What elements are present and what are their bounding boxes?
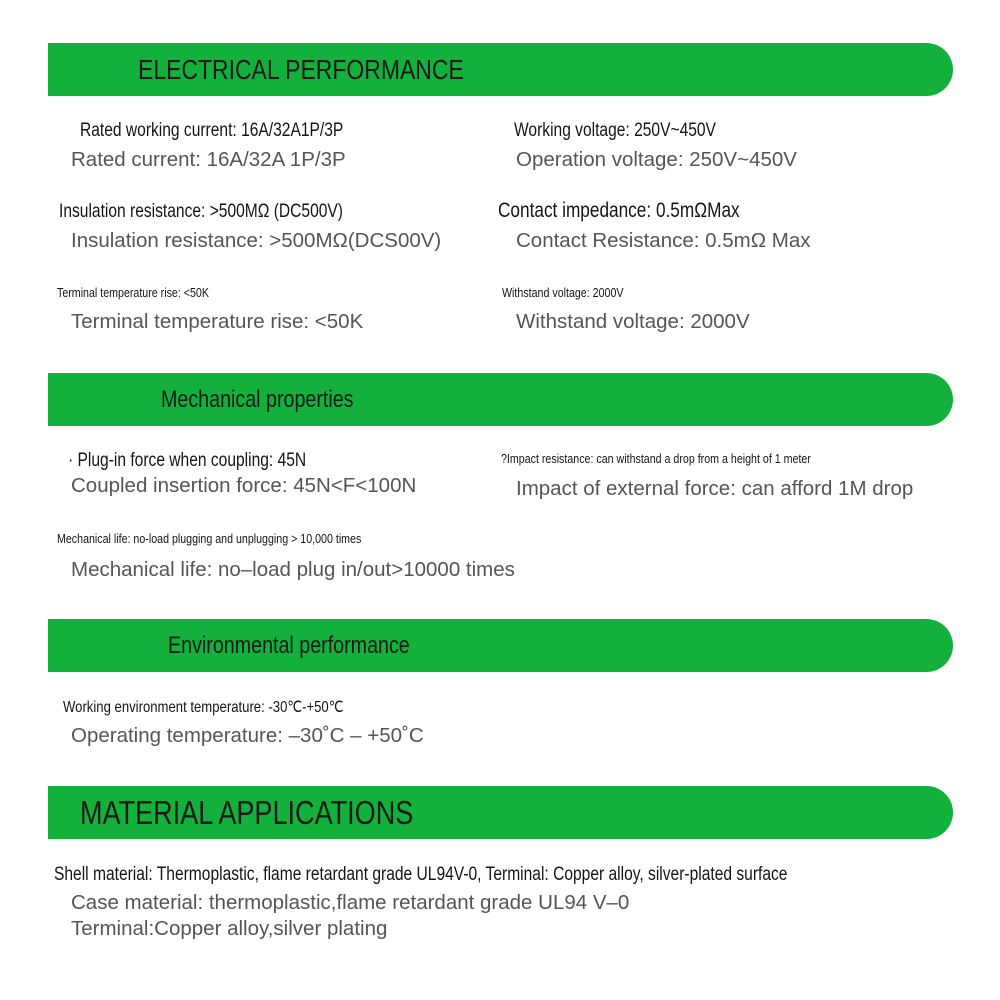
section-banner-electrical bbox=[48, 43, 953, 96]
spec-value-contact-resistance: Contact Resistance: 0.5mΩ Max bbox=[516, 229, 811, 252]
section-title-material: MATERIAL APPLICATIONS bbox=[80, 794, 414, 831]
spec-label-insulation-resistance: Insulation resistance: >500MΩ (DC500V) bbox=[59, 201, 344, 222]
spec-label-working-temperature: Working environment temperature: -30℃-+50℃ bbox=[63, 699, 344, 716]
spec-value-impact-force: Impact of external force: can afford 1M drop bbox=[516, 477, 914, 500]
section-title-mechanical: Mechanical properties bbox=[161, 386, 354, 413]
section-banner-mechanical bbox=[48, 373, 953, 426]
spec-value-terminal-material: Terminal:Copper alloy,silver plating bbox=[71, 917, 388, 940]
spec-value-operating-temperature: Operating temperature: –30˚C – +50˚C bbox=[71, 724, 424, 747]
spec-label-terminal-temperature-rise: Terminal temperature rise: <50K bbox=[57, 285, 209, 300]
spec-value-mechanical-life: Mechanical life: no–load plug in/out>10000 times bbox=[71, 558, 515, 581]
spec-label-impact-resistance: ?Impact resistance: can withstand a drop from a height of 1 meter bbox=[501, 451, 811, 466]
spec-value-case-material: Case material: thermoplastic,flame retardant grade UL94 V–0 bbox=[71, 891, 630, 914]
section-title-environmental: Environmental performance bbox=[168, 632, 410, 659]
section-banner-environmental bbox=[48, 619, 953, 672]
spec-value-operation-voltage: Operation voltage: 250V~450V bbox=[516, 148, 797, 171]
spec-label-mechanical-life: Mechanical life: no-load plugging and unplugging > 10,000 times bbox=[57, 531, 362, 546]
spec-value-withstand-voltage: Withstand voltage: 2000V bbox=[516, 310, 750, 333]
spec-label-plug-in-force: · Plug-in force when coupling: 45N bbox=[68, 450, 307, 471]
spec-label-shell-material: Shell material: Thermoplastic, flame retardant grade UL94V-0, Terminal: Copper alloy, silver-plated surface bbox=[54, 864, 788, 885]
spec-value-insertion-force: Coupled insertion force: 45N<F<100N bbox=[71, 474, 417, 497]
spec-label-rated-working-current: Rated working current: 16A/32A1P/3P bbox=[80, 120, 344, 141]
spec-label-working-voltage: Working voltage: 250V~450V bbox=[514, 120, 716, 141]
spec-value-insulation-resistance: Insulation resistance: >500MΩ(DCS00V) bbox=[71, 229, 442, 252]
spec-label-contact-impedance: Contact impedance: 0.5mΩMax bbox=[498, 199, 740, 222]
spec-label-withstand-voltage: Withstand voltage: 2000V bbox=[502, 285, 624, 300]
section-title-electrical: ELECTRICAL PERFORMANCE bbox=[138, 54, 464, 85]
spec-value-rated-current: Rated current: 16A/32A 1P/3P bbox=[71, 148, 346, 171]
section-banner-material bbox=[48, 786, 953, 839]
spec-value-terminal-temperature-rise: Terminal temperature rise: <50K bbox=[71, 310, 364, 333]
